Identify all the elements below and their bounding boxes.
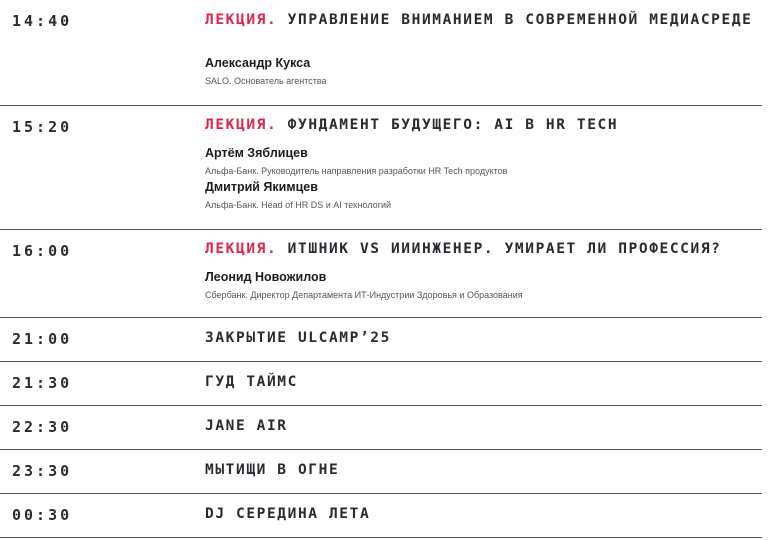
session-tag: ЛЕКЦИЯ.	[205, 12, 278, 28]
schedule-row	[0, 494, 762, 538]
session-title-text: JANE AIR	[205, 418, 288, 434]
session-title	[205, 12, 765, 29]
speaker-role: Альфа-Банк. Head of HR DS и AI технологий	[205, 200, 392, 210]
session-title	[205, 117, 765, 134]
session-title-text: ЗАКРЫТИЕ ULCAMP’25	[205, 330, 391, 346]
time-label: 21:30	[12, 374, 73, 392]
session-title	[205, 374, 765, 391]
speaker-name: Александр Кукса	[205, 56, 311, 70]
time-label: 14:40	[12, 12, 73, 30]
schedule-row	[0, 230, 762, 318]
time-label: 00:30	[12, 506, 73, 524]
speaker-role: SALO. Основатель агентства	[205, 76, 327, 86]
time-label: 22:30	[12, 418, 73, 436]
speaker	[205, 270, 523, 300]
session-title-text: ИТШНИК VS ИИИНЖЕНЕР. УМИРАЕТ ЛИ ПРОФЕССИЯ?	[287, 241, 722, 257]
session-title-text: УПРАВЛЕНИЕ ВНИМАНИЕМ В СОВРЕМЕННОЙ МЕДИАСРЕДЕ	[287, 12, 753, 28]
time-label: 16:00	[12, 242, 73, 260]
speaker-role: Сбербанк. Директор Департамента ИТ-Индустрии Здоровья и Образования	[205, 290, 523, 300]
session-title	[205, 462, 765, 479]
schedule-row	[0, 406, 762, 450]
speaker	[205, 56, 327, 86]
session-title	[205, 241, 765, 258]
session-tag: ЛЕКЦИЯ.	[205, 241, 278, 257]
schedule-row	[0, 450, 762, 494]
speaker-name: Дмитрий Якимцев	[205, 180, 318, 194]
session-title	[205, 506, 765, 523]
session-title-text: МЫТИЩИ В ОГНЕ	[205, 462, 340, 478]
schedule-row	[0, 106, 762, 230]
session-title-text: ФУНДАМЕНТ БУДУЩЕГО: AI В HR TECH	[287, 117, 619, 133]
time-label: 21:00	[12, 330, 73, 348]
speaker	[205, 146, 507, 176]
session-title-text: DJ СЕРЕДИНА ЛЕТА	[205, 506, 371, 522]
session-title-text: ГУД ТАЙМС	[205, 374, 298, 390]
time-label: 15:20	[12, 118, 73, 136]
schedule-row	[0, 362, 762, 406]
speaker-name: Леонид Новожилов	[205, 270, 327, 284]
session-title	[205, 418, 765, 435]
speaker-name: Артём Зяблицев	[205, 146, 308, 160]
time-label: 23:30	[12, 462, 73, 480]
session-tag: ЛЕКЦИЯ.	[205, 117, 278, 133]
schedule-row	[0, 0, 762, 106]
session-title	[205, 330, 765, 347]
speaker	[205, 180, 391, 210]
schedule-row	[0, 318, 762, 362]
speaker-role: Альфа-Банк. Руководитель направления разработки HR Tech продуктов	[205, 166, 508, 176]
